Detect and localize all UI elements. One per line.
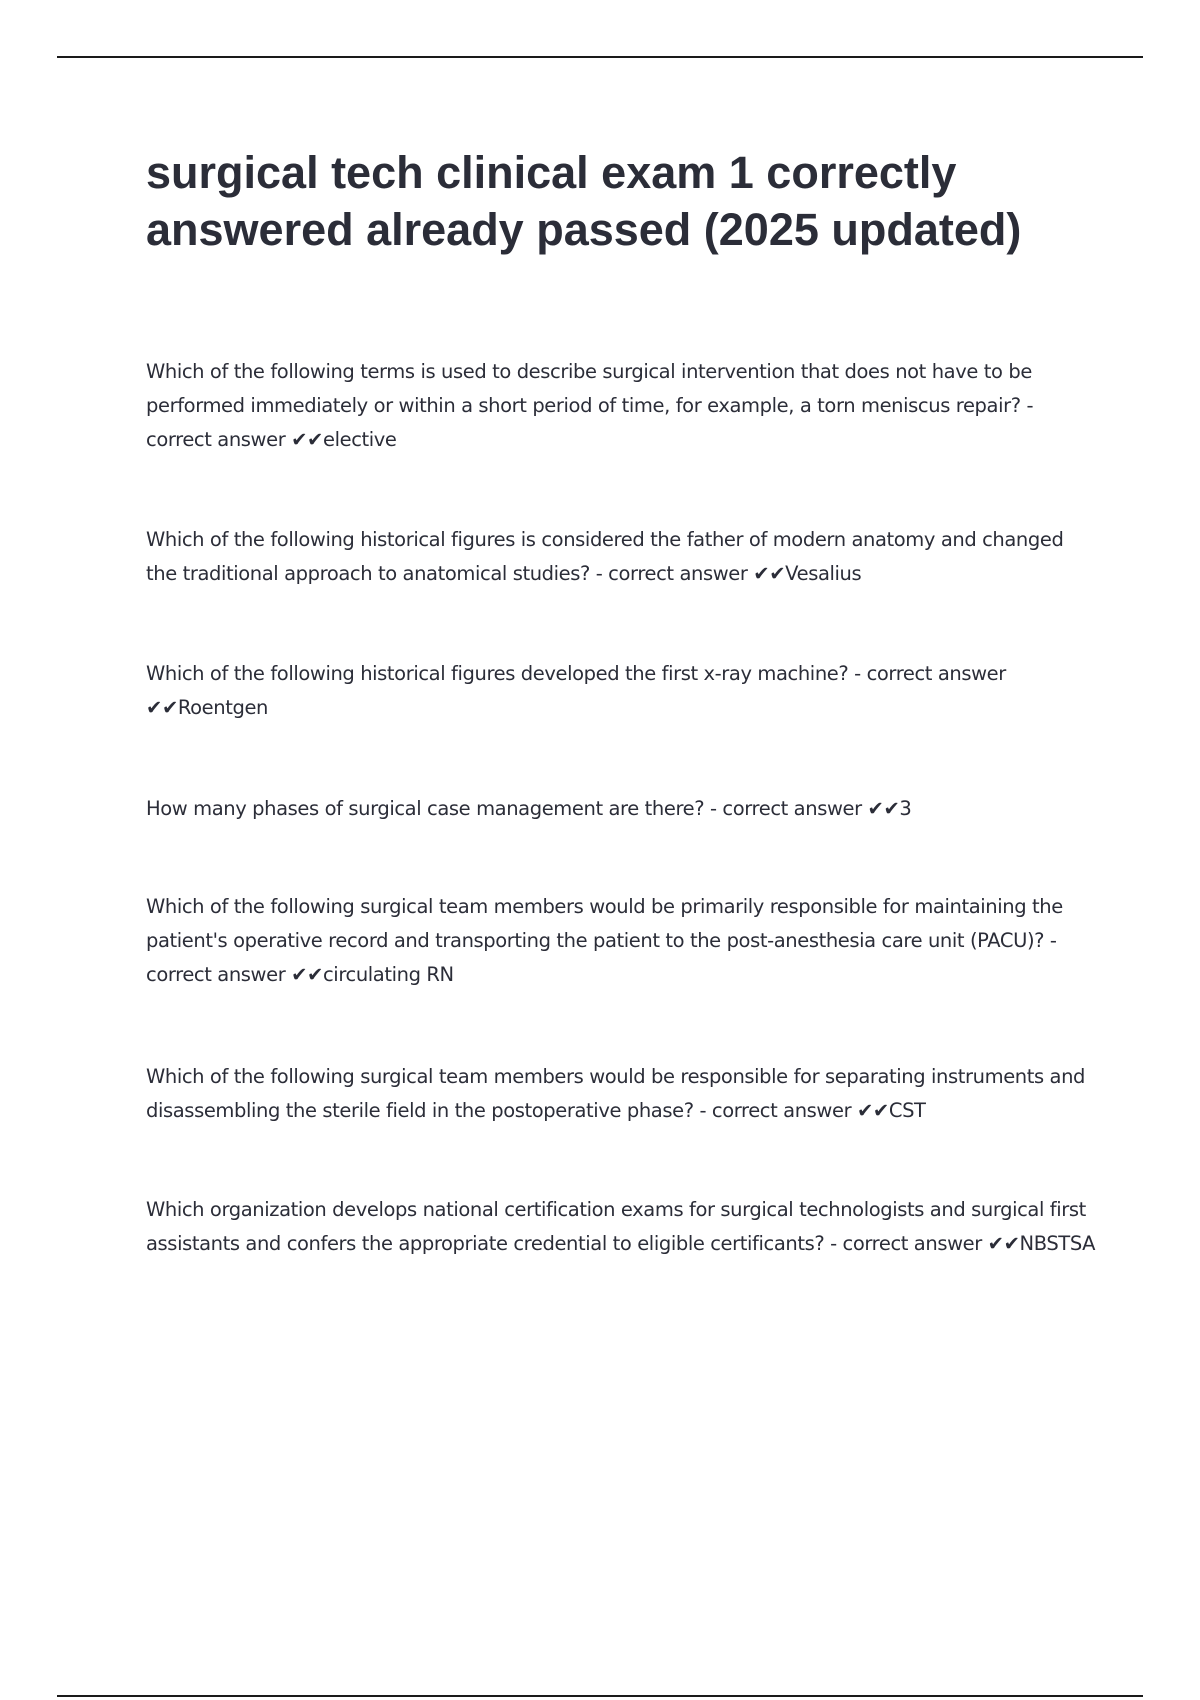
bottom-rule [57,1695,1143,1697]
document-title: surgical tech clinical exam 1 correctly answered already passed (2025 updated) [146,147,1022,255]
qa-item-4: How many phases of surgical case management are there? - correct answer ✔✔3 [146,797,912,820]
qa-item-1: Which of the following terms is used to describe surgical intervention that does not have to be performed immediately or within a short period of time, for example, a torn meniscus repair? - correct answer ✔✔elective [146,360,1034,451]
top-rule [57,56,1143,58]
qa-item-6: Which of the following surgical team members would be responsible for separating instruments and disassembling the sterile field in the postoperative phase? - correct answer ✔✔CST [146,1065,1086,1122]
qa-item-5: Which of the following surgical team members would be primarily responsible for maintaining the patient's operative record and transporting the patient to the post-anesthesia care unit (PACU)? - correct answer ✔✔circulating RN [146,895,1063,986]
qa-item-7: Which organization develops national certification exams for surgical technologists and surgical first assistants and confers the appropriate credential to eligible certificants? - correct answer ✔✔NBSTSA [146,1198,1096,1255]
qa-item-3: Which of the following historical figures developed the first x-ray machine? - correct answer ✔✔Roentgen [146,662,1006,719]
qa-item-2: Which of the following historical figures is considered the father of modern anatomy and changed the traditional approach to anatomical studies? - correct answer ✔✔Vesalius [146,528,1064,585]
